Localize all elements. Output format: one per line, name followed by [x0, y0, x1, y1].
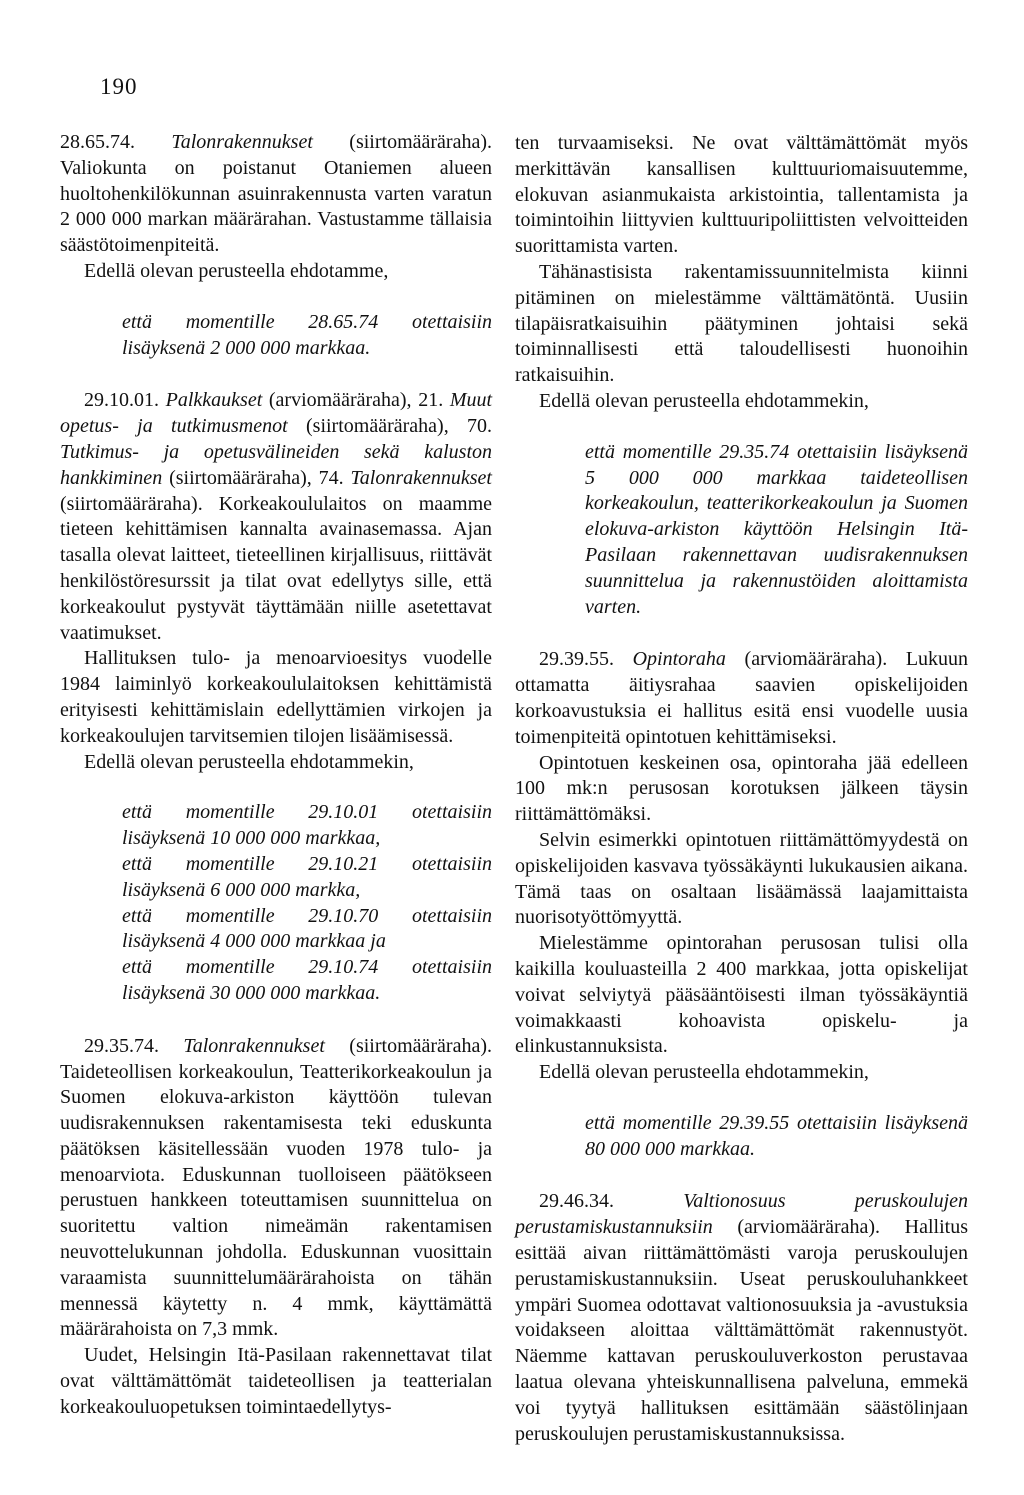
- paragraph: Tähänastisista rakentamissuunnitelmista kiinni pitäminen on mielestämme välttämätöntä. Uusiin tilapäisratkaisuihin päätyminen johtaisi sekä toiminnallisesti että taloudellisesti huonoihin ratkaisuihin.: [515, 260, 968, 387]
- proposal-intro: Edellä olevan perusteella ehdotamme,: [84, 259, 389, 282]
- item-title: Talonrakennukset: [183, 1034, 325, 1057]
- proposal-line: että momentille 29.10.21 otettaisiin lisäyksenä 6 000 000 markka,: [122, 852, 492, 901]
- item-type: (siirtomääräraha).: [349, 1034, 492, 1057]
- item-code: 29.10.01.: [84, 389, 159, 412]
- paragraph: ten turvaamiseksi. Ne ovat välttämättömät myös merkittävän kansallisen kulttuuriomaisuutemme, elokuvan asianmukaista arkistointia, tallentamista ja toimintoihin liittyvien kulttuuripoliittisten velvoitteiden suorittamista varten.: [515, 132, 968, 258]
- paragraph: Hallituksen tulo- ja menoarvioesitys vuodelle 1984 laiminlyö korkeakoululaitoksen kehittämistä erityisesti kehittämislain edellyttämien virkojen ja korkeakoulujen tarvitsemien tilojen lisäämisessä.: [60, 647, 492, 747]
- item-title: Palkkaukset: [165, 389, 263, 412]
- right-column: [515, 131, 968, 1447]
- proposal-intro: Edellä olevan perusteella ehdotammekin,: [84, 750, 414, 773]
- item-type: (arviomääräraha).: [737, 1216, 881, 1239]
- item-title: Opintoraha: [632, 648, 726, 671]
- item-type: (arviomääräraha),: [268, 389, 412, 412]
- item-type: (siirtomääräraha).: [349, 131, 492, 153]
- section-29-39-55: [515, 647, 968, 750]
- proposal-line: että momentille 29.35.74 otettaisiin lisäyksenä 5 000 000 markkaa taideteollisen korkeakoulun, teatterikorkeakoulun ja Suomen elokuva-arkiston käyttöön Helsingin Itä-Pasilaan rakennettavan uudisrakennuksen suunnittelua ja rakennustöiden aloittamista varten.: [585, 440, 968, 618]
- paragraph: Opintotuen keskeinen osa, opintoraha jää edelleen 100 mk:n perusosan korotuksen jälkeen täysin riittämättömäksi.: [515, 751, 968, 826]
- item-code: 28.65.74.: [60, 131, 135, 153]
- paragraph: Uudet, Helsingin Itä-Pasilaan rakennettavat tilat ovat välttämättömät taideteollisen ja teatterialan korkeakouluopetuksen toimintaedellytys-: [60, 1344, 492, 1418]
- paragraph-text: Taideteollisen korkeakoulun, Teatterikorkeakoulun ja Suomen elokuva-arkiston käyttöön tulevan uudisrakennuksen rakentamisesta teki eduskunta päätöksen käsitellessään vuoden 1978 tulo- ja menoarviota. Eduskunnan tuolloiseen päätökseen perustuen hankkeen toteuttamisen suunnittelua on suoritettu valtion nimeämän rakentamisen neuvottelukunnan johdolla. Eduskunnan vuosittain varaamista suunnittelumäärärahoista on tähän mennessä käytetty n. 4 mmk, käyttämättä määrärahoista on 7,3 mmk.: [60, 1060, 492, 1341]
- item-code: 29.46.34.: [539, 1190, 614, 1213]
- paragraph: Mielestämme opintorahan perusosan tulisi olla kaikilla kouluasteilla 2 400 markkaa, jotta opiskelijat voivat selviytyä pääsääntöisesti ilman työssäkäyntiä voimakkaasti kohoavista opiskelu- ja elinkustannuksista.: [515, 932, 968, 1058]
- proposal-intro: Edellä olevan perusteella ehdotammekin,: [539, 389, 869, 412]
- left-column: [60, 130, 492, 1421]
- item-code: 70.: [467, 415, 493, 438]
- section-29-35-74: [60, 1034, 492, 1344]
- section-29-46-34: [515, 1189, 968, 1447]
- item-title: Talonrakennukset: [350, 466, 492, 489]
- item-code: 74.: [318, 466, 344, 489]
- proposal-line: että momentille 29.10.74 otettaisiin lisäyksenä 30 000 000 markkaa.: [122, 956, 492, 1004]
- item-code: 21.: [418, 389, 444, 412]
- item-type: (siirtomääräraha),: [169, 466, 312, 489]
- item-title: Tutkimus- ja opetusvälineiden sekä kaluston hankkiminen: [60, 440, 492, 489]
- paragraph-text: Korkeakoululaitos on maamme tieteen kehittämisen kannalta avainasemassa. Ajan tasalla olevat laitteet, tieteellinen kirjallisuus, riittävät henkilöstöresurssit ja tilat ovat edellytys sille, että korkeakoulut pystyvät täyttämään niille asetettavat vaatimukset.: [60, 492, 493, 644]
- proposal-line: että momentille 29.10.01 otettaisiin lisäyksenä 10 000 000 markkaa,: [122, 801, 492, 850]
- paragraph-text: Lukuun ottamatta äitiysrahaa saavien opiskelijoiden korkoavustuksia ei hallitus esitä ensi vuodelle uusia toimenpiteitä opintotuen kehittämiseksi.: [515, 648, 969, 748]
- item-type: (arviomääräraha).: [744, 648, 888, 671]
- proposal: [60, 800, 492, 1006]
- proposal: [515, 440, 968, 621]
- item-type: (siirtomääräraha),: [306, 415, 449, 438]
- paragraph-text: Hallitus esittää aivan riittämättömästi varoja peruskoulujen perustamiskustannuksiin. Useat peruskouluhankkeet ympäri Suomea odottavat valtionosuuksia ja -avustuksia voidakseen aloittaa välttämättömät rakennustyöt. Näemme kattavan peruskouluverkoston perustavaa laatua olevana yhteiskunnallisena palveluna, emmekä voi tyytyä hallituksen esittämään säästölinjaan peruskoulujen perustamiskustannuksissa.: [515, 1216, 968, 1445]
- proposal-intro: Edellä olevan perusteella ehdotammekin,: [539, 1061, 869, 1084]
- item-title: Talonrakennukset: [171, 131, 313, 153]
- section-29-10: [60, 388, 492, 646]
- proposal-line: että momentille 29.39.55 otettaisiin lisäyksenä 80 000 000 markkaa.: [585, 1111, 968, 1160]
- paragraph-text: Valiokunta on poistanut Otaniemen alueen huoltohenkilökunnan asuinrakennusta varten varatun 2 000 000 markan määrärahan. Vastustamme tällaisia säästötoimenpiteitä.: [60, 156, 492, 257]
- item-code: 29.39.55.: [539, 648, 614, 671]
- proposal-line: että momentille 29.10.70 otettaisiin lisäyksenä 4 000 000 markkaa ja: [122, 904, 492, 953]
- item-code: 29.35.74.: [84, 1034, 159, 1057]
- item-title: Valtionosuus peruskoulujen perustamiskustannuksiin: [515, 1190, 969, 1239]
- item-type: (siirtomääräraha).: [60, 492, 203, 515]
- proposal: [60, 310, 492, 362]
- section-28-65-74: [60, 130, 492, 259]
- proposal-line: että momentille 28.65.74 otettaisiin lisäyksenä 2 000 000 markkaa.: [122, 310, 492, 359]
- page-number: 190: [100, 74, 138, 99]
- item-title: Muut opetus- ja tutkimusmenot: [60, 389, 493, 438]
- paragraph: Selvin esimerkki opintotuen riittämättömyydestä on opiskelijoiden kasvava työssäkäynti lukukausien aikana. Tämä taas on osaltaan lisäämässä laajamittaista nuorisotyöttömyyttä.: [515, 828, 968, 929]
- proposal: [515, 1111, 968, 1163]
